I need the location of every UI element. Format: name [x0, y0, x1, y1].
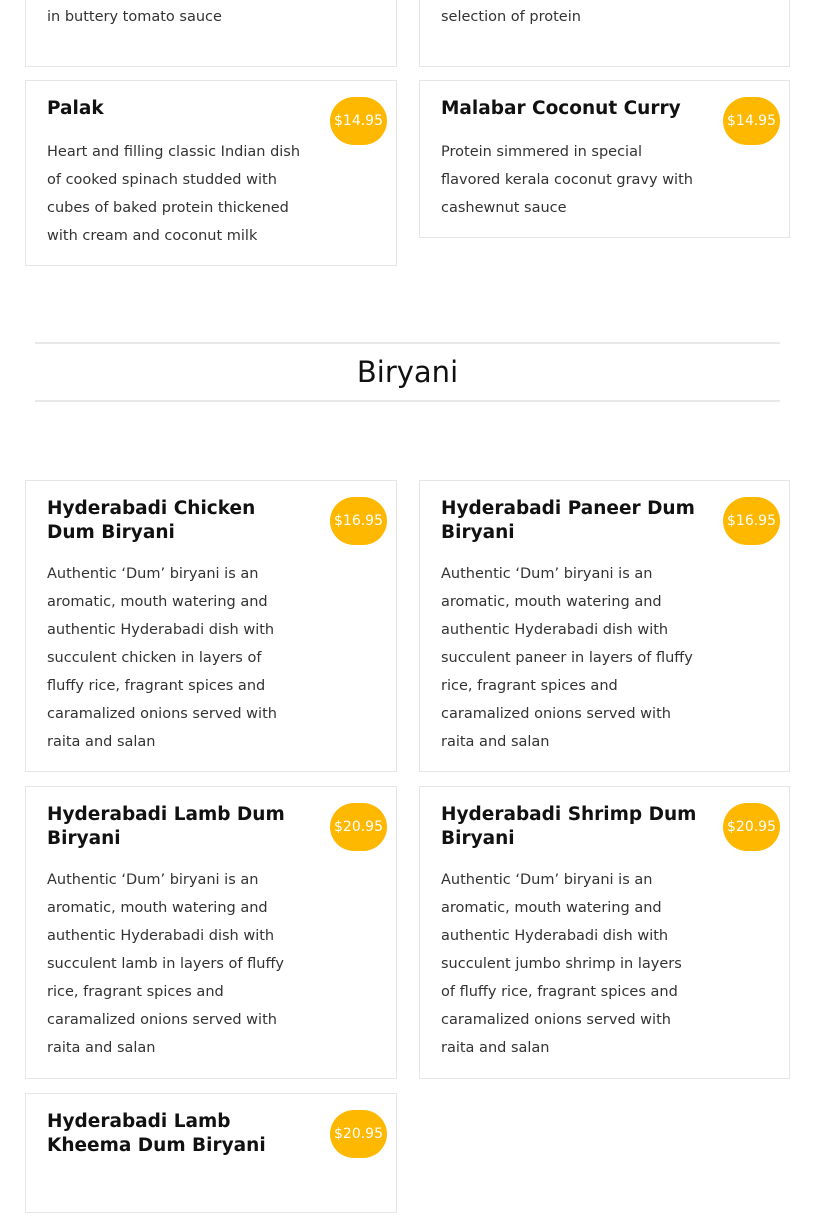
item-name: Hyderabadi Lamb Dum Biryani: [47, 804, 285, 849]
item-description: Heart and filling classic Indian dish of cooked spinach studded with cubes of baked protein thickened with cream and coconut milk: [47, 144, 301, 244]
menu-card-chicken-biryani[interactable]: [25, 480, 397, 772]
menu-card-malabar-coconut-curry[interactable]: [419, 80, 790, 238]
item-description: Authentic ‘Dum’ biryani is an aromatic, mouth watering and authentic Hyderabadi dish with succulent chicken in layers of fluffy rice, fragrant spices and caramalized onions served with raita and salan: [47, 566, 277, 750]
menu-card-paneer-biryani[interactable]: [419, 480, 790, 772]
item-description: Authentic ‘Dum’ biryani is an aromatic, mouth watering and authentic Hyderabadi dish with succulent lamb in layers of fluffy rice, fragrant spices and caramalized onions served with raita and salan: [47, 872, 285, 1056]
menu-card-top-left: [25, 0, 397, 67]
item-description: Authentic ‘Dum’ biryani is an aromatic, mouth watering and authentic Hyderabadi dish with succulent paneer in layers of fluffy rice, fragrant spices and caramalized onions served with raita and salan: [441, 566, 693, 750]
price-badge: $20.95: [330, 1110, 387, 1158]
price-badge: $20.95: [723, 803, 780, 851]
price-badge: $14.95: [330, 97, 387, 145]
section-heading-biryani: Biryani: [35, 342, 780, 402]
price-badge: $16.95: [723, 497, 780, 545]
item-name: Hyderabadi Lamb Kheema Dum Biryani: [47, 1111, 266, 1156]
price-badge: $16.95: [330, 497, 387, 545]
price-badge: $14.95: [723, 97, 780, 145]
item-description: selection of protein: [441, 9, 581, 25]
menu-card-palak[interactable]: [25, 80, 397, 266]
item-name: Malabar Coconut Curry: [441, 98, 681, 119]
item-description: Authentic ‘Dum’ biryani is an aromatic, mouth watering and authentic Hyderabadi dish with succulent jumbo shrimp in layers of fluffy rice, fragrant spices and caramalized onions served with raita and salan: [441, 872, 682, 1056]
item-name: Hyderabadi Paneer Dum Biryani: [441, 498, 695, 543]
menu-card-shrimp-biryani[interactable]: [419, 786, 790, 1079]
price-badge: $20.95: [330, 803, 387, 851]
item-name: Palak: [47, 98, 104, 119]
item-description: in buttery tomato sauce: [47, 9, 222, 25]
menu-card-top-right: [419, 0, 790, 67]
item-description: Protein simmered in special flavored kerala coconut gravy with cashewnut sauce: [441, 144, 693, 216]
item-name: Hyderabadi Shrimp Dum Biryani: [441, 804, 697, 849]
item-name: Hyderabadi Chicken Dum Biryani: [47, 498, 256, 543]
menu-card-lamb-biryani[interactable]: [25, 786, 397, 1079]
menu-card-lamb-kheema-biryani[interactable]: [25, 1093, 397, 1213]
